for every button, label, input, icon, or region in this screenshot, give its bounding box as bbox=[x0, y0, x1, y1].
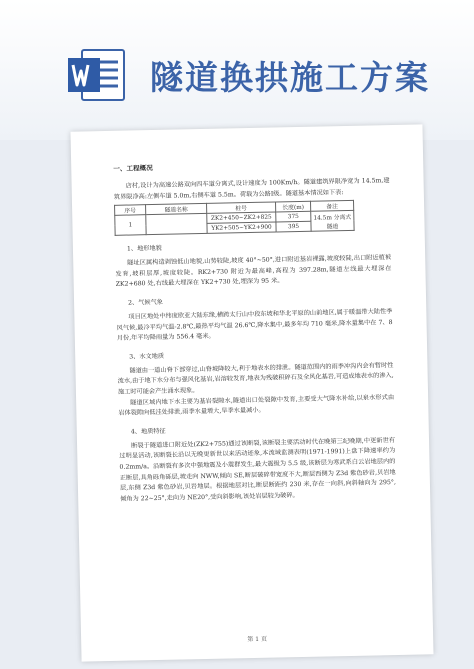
table-header-cell: 隧道名称 bbox=[146, 204, 207, 215]
page-number: 第 1 页 bbox=[247, 635, 268, 644]
document-content bbox=[113, 157, 396, 505]
subsection-heading: 4、地质特征 bbox=[130, 427, 166, 436]
table-header-cell: 备注 bbox=[311, 201, 354, 212]
document-page bbox=[70, 124, 433, 661]
hydrology-paragraph: 隧道由一道山脊下部穿过,山脊坡降较大,利于地表水的排泄。隧道范围内的雨季冲沟内会有暂时性流水,由于地下水分布与强风化基岩,岩溶较发育,地表为残破积碎石及全风化基岩,可造成地表水的渗入,施工时可能会产生涌水现象。 bbox=[117, 361, 394, 396]
table-cell: 375 bbox=[276, 211, 311, 222]
intro-paragraph: 店村,设计为高速公路双向四车道分离式,设计速度为 100Km/h。隧道建筑界限净宽为 14.5m,建筑界限净高:左侧车道 5.0m,右侧车道 5.5m。荷载为公路Ⅰ级。隧道基本情况如下表: bbox=[113, 177, 390, 201]
word-document-icon bbox=[66, 46, 128, 104]
table-cell: YK2+505~YK2+900 bbox=[207, 222, 276, 233]
terrain-paragraph: 隧址区属构造剥蚀低山地貌,山势较陡,坡度 40°~50°,进口附近基岩裸露,坡度较陡,出口附近植被发育,坡积层厚,坡度较陡。RK2+730 附近为最高峰,高程为 397.28m,隧道左线最大埋深在 ZK2+680 处,右线最大埋深在 YK2+730 处,埋深为 95 米。 bbox=[115, 254, 392, 289]
subsection-heading: 1、地形地貌 bbox=[126, 245, 162, 253]
table-cell: 395 bbox=[276, 221, 311, 232]
geology-paragraph: 断裂于隧道进口附近处(ZK2+755)通过该断裂,该断裂主要活动时代在晚第三纪晚期,中更新世有过明显活动,该断裂长沿以无晚更新世以来活动迹象,本流域监测表明(1971-1991)上盘下降速率约为 0.2mm/a。沿断裂有多次中强地震及小震群发生,最大震级为 5.5 级,该断层为寒武系白云岩地层内的正断层,具角砾角砾层,坡走向 NWW,倾向 SE,断层破碎带宽度不大,断层西侧为 Z3d 紫色砂岩,贝岩地层,东侧 Z3d 紫色砂岩,贝岩地层。根据地层对比,断层断距约 230 米,存在一向斜,向斜轴向为 295°,倾角为 22~25°,走向为 NE20°,受向斜影响,该处岩层较为破碎。 bbox=[119, 436, 396, 503]
table-cell: 1 bbox=[115, 215, 146, 236]
table-header-cell: 桩号 bbox=[207, 202, 276, 213]
table-header-cell: 序号 bbox=[115, 205, 146, 216]
climate-paragraph: 项目区地处中纬度欧亚大陆东缘,横跨太行山中段东坡和华北平原的山前地区,属于暖温带大陆性季风气候,最冷平均气温-2.8℃,最热平均气温 26.6℃,降水集中,最多年均 710 毫米,降水量集中在 7、8 月份,年平均降雨量为 556.4 毫米。 bbox=[116, 308, 393, 342]
page-title: 隧道换拱施工方案 bbox=[150, 58, 430, 97]
table-cell: ZK2+450~ZK2+825 bbox=[207, 212, 276, 223]
header-banner bbox=[0, 0, 474, 140]
subsection-heading: 3、水文地质 bbox=[129, 352, 165, 361]
table-cell bbox=[146, 214, 207, 235]
table-cell: 14.5m 分离式隧道 bbox=[311, 211, 354, 232]
section-heading: 一、工程概况 bbox=[113, 164, 153, 173]
table-header-cell: 长度(m) bbox=[276, 201, 311, 212]
groundwater-paragraph: 隧道区域内地下水主要为基岩裂隙水,隧道出口处裂隙中发育,主要受大气降水补给,以泉水形式由岩体裂隙向低洼处排泄,雨季水量增大,旱季水量减小。 bbox=[118, 393, 395, 417]
subsection-heading: 2、气候气象 bbox=[128, 298, 164, 307]
tunnel-info-table bbox=[114, 200, 355, 236]
